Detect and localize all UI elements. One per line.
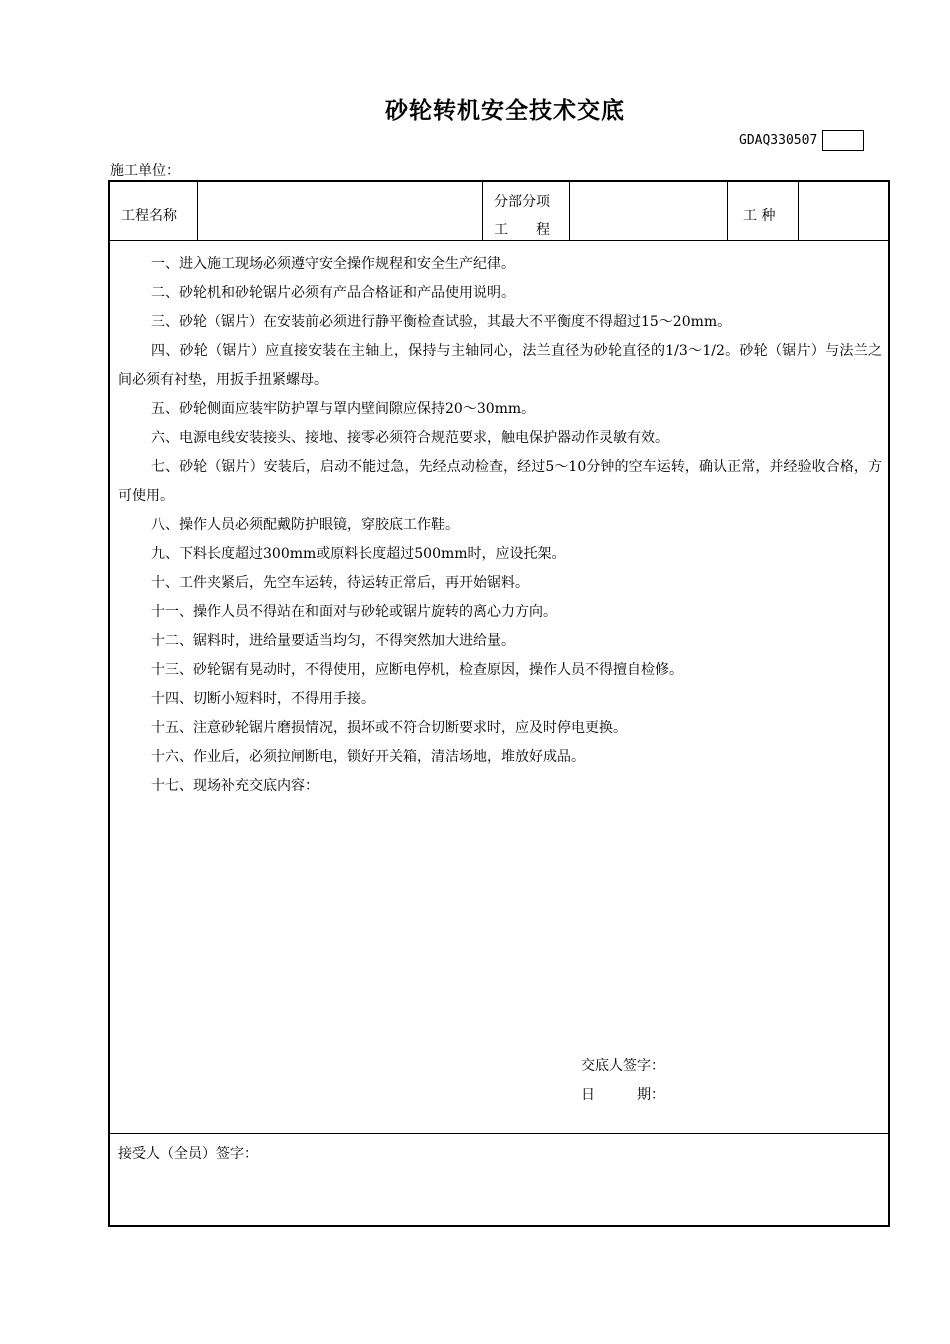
disclosure-item: 八、操作人员必须配戴防护眼镜，穿胶底工作鞋。 (151, 517, 459, 533)
disclosure-item: 十一、操作人员不得站在和面对与砂轮或锯片旋转的离心力方向。 (151, 604, 557, 620)
disclosure-item: 九、下料长度超过300mm或原料长度超过500mm时，应设托架。 (151, 546, 566, 562)
disclosure-item: 二、砂轮机和砂轮锯片必须有产品合格证和产品使用说明。 (151, 285, 515, 301)
header-divider (798, 182, 799, 240)
disclosure-item: 三、砂轮（锯片）在安装前必须进行静平衡检查试验，其最大不平衡度不得超过15～20mm。 (151, 314, 732, 330)
receiver-signature-area[interactable] (118, 1170, 878, 1220)
trade-field[interactable] (805, 191, 881, 231)
disclosure-item: 五、砂轮侧面应装牢防护罩与罩内壁间隙应保持20～30mm。 (151, 401, 536, 417)
header-bottom-line (110, 240, 888, 241)
sub-project-label-line2: 工 程 (494, 222, 550, 238)
disclosure-item: 六、电源电线安装接头、接地、接零必须符合规范要求，触电保护器动作灵敏有效。 (151, 430, 669, 446)
document-code: GDAQ330507 (739, 133, 818, 148)
receiver-section-line (110, 1133, 888, 1134)
disclosure-form (108, 180, 890, 1227)
sub-project-label-line1: 分部分项 (494, 194, 550, 210)
disclosure-item: 十五、注意砂轮锯片磨损情况，损坏或不符合切断要求时，应及时停电更换。 (151, 720, 627, 736)
project-name-label: 工程名称 (121, 208, 177, 224)
document-code-box (822, 130, 864, 151)
disclosure-item: 四、砂轮（锯片）应直接安装在主轴上，保持与主轴同心，法兰直径为砂轮直径的1/3～1/2。砂轮（锯片）与法兰之间必须有衬垫，用扳手扭紧螺母。 (118, 343, 882, 388)
construction-unit-label: 施工单位： (110, 163, 180, 179)
disclosure-item: 十七、现场补充交底内容： (151, 778, 319, 794)
document-title: 砂轮转机安全技术交底 (385, 98, 625, 124)
disclosure-item: 十四、切断小短料时，不得用手接。 (151, 691, 375, 707)
disclosure-item: 十、工件夹紧后，先空车运转，待运转正常后，再开始锯料。 (151, 575, 529, 591)
disclosure-item: 十三、砂轮锯有晃动时，不得使用，应断电停机，检查原因，操作人员不得擅自检修。 (151, 662, 683, 678)
disclosure-items (118, 250, 882, 801)
project-name-field[interactable] (209, 193, 474, 233)
discloser-signature-label: 交底人签字： (581, 1058, 665, 1074)
date-label: 日 期： (581, 1087, 665, 1103)
disclosure-item: 十六、作业后，必须拉闸断电，锁好开关箱，清洁场地，堆放好成品。 (151, 749, 585, 765)
receiver-signature-label: 接受人（全员）签字： (118, 1146, 258, 1162)
trade-label: 工 种 (743, 208, 776, 224)
header-divider (197, 182, 198, 240)
header-divider (569, 182, 570, 240)
disclosure-item: 一、进入施工现场必须遵守安全操作规程和安全生产纪律。 (151, 256, 515, 272)
header-divider (727, 182, 728, 240)
sub-project-field[interactable] (576, 191, 720, 231)
header-divider (482, 182, 483, 240)
disclosure-item: 十二、锯料时，进给量要适当均匀，不得突然加大进给量。 (151, 633, 515, 649)
disclosure-item: 七、砂轮（锯片）安装后，启动不能过急，先经点动检查，经过5～10分钟的空车运转，确认正常，并经验收合格，方可使用。 (118, 459, 882, 504)
